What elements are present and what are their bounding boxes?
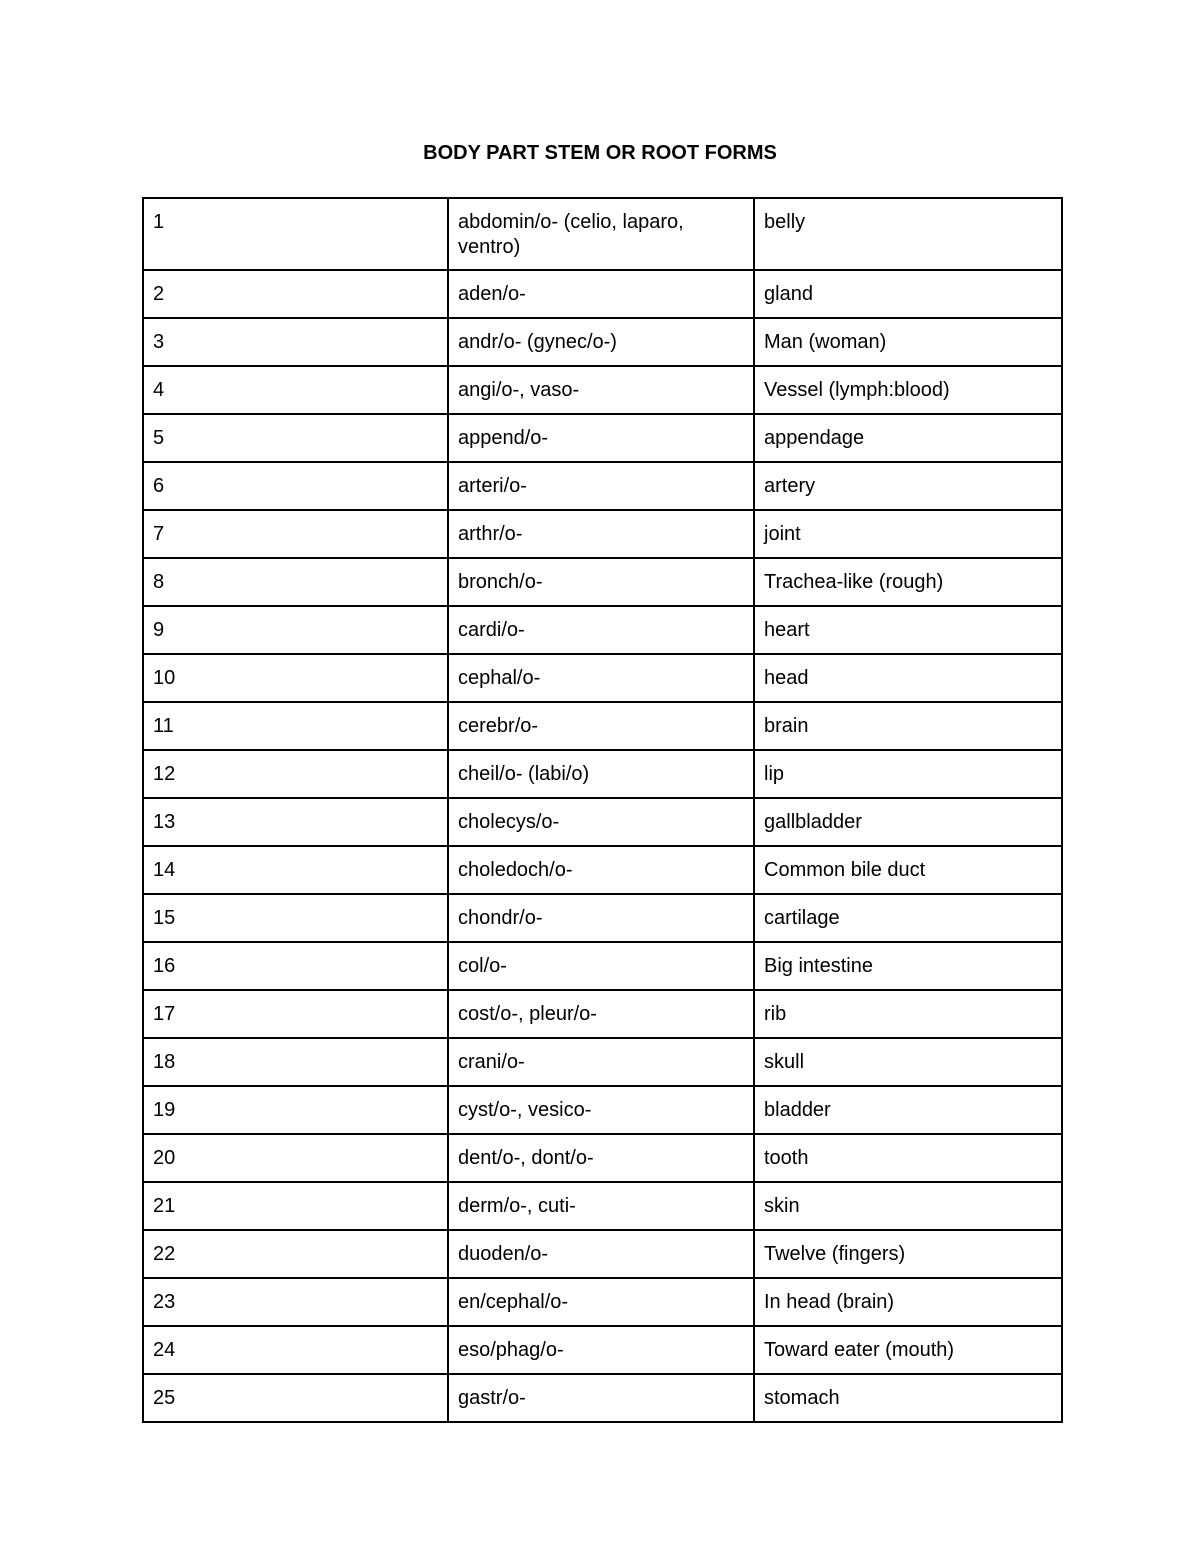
meaning-cell: lip [754,750,1062,798]
row-number-cell: 14 [143,846,448,894]
root-form-cell: arteri/o- [448,462,754,510]
meaning-cell: head [754,654,1062,702]
root-form-cell: en/cephal/o- [448,1278,754,1326]
table-row [143,1326,1062,1374]
root-form-cell: choledoch/o- [448,846,754,894]
table-row [143,198,1062,270]
row-number-cell: 12 [143,750,448,798]
row-number-cell: 19 [143,1086,448,1134]
root-form-cell: cost/o-, pleur/o- [448,990,754,1038]
table-row [143,318,1062,366]
root-form-cell: eso/phag/o- [448,1326,754,1374]
root-form-cell: cerebr/o- [448,702,754,750]
row-number-cell: 11 [143,702,448,750]
row-number-cell: 1 [143,198,448,270]
meaning-cell: heart [754,606,1062,654]
table-row [143,654,1062,702]
root-forms-table [142,197,1063,1423]
root-form-cell: append/o- [448,414,754,462]
row-number-cell: 4 [143,366,448,414]
meaning-cell: brain [754,702,1062,750]
row-number-cell: 22 [143,1230,448,1278]
table-row [143,366,1062,414]
root-form-cell: duoden/o- [448,1230,754,1278]
meaning-cell: Common bile duct [754,846,1062,894]
row-number-cell: 24 [143,1326,448,1374]
meaning-cell: skin [754,1182,1062,1230]
table-row [143,270,1062,318]
root-form-cell: chondr/o- [448,894,754,942]
root-form-cell: bronch/o- [448,558,754,606]
meaning-cell: skull [754,1038,1062,1086]
row-number-cell: 9 [143,606,448,654]
meaning-cell: gland [754,270,1062,318]
meaning-cell: stomach [754,1374,1062,1422]
meaning-cell: In head (brain) [754,1278,1062,1326]
table-row [143,702,1062,750]
row-number-cell: 15 [143,894,448,942]
root-form-cell: derm/o-, cuti- [448,1182,754,1230]
table-row [143,1134,1062,1182]
table-row [143,1230,1062,1278]
table-row [143,414,1062,462]
table-row [143,990,1062,1038]
table-row [143,1182,1062,1230]
root-form-cell: cephal/o- [448,654,754,702]
table-row [143,1374,1062,1422]
row-number-cell: 6 [143,462,448,510]
row-number-cell: 5 [143,414,448,462]
root-form-cell: andr/o- (gynec/o-) [448,318,754,366]
meaning-cell: Big intestine [754,942,1062,990]
row-number-cell: 21 [143,1182,448,1230]
table-row [143,846,1062,894]
table-row [143,1086,1062,1134]
meaning-cell: bladder [754,1086,1062,1134]
table-row [143,558,1062,606]
meaning-cell: cartilage [754,894,1062,942]
root-form-cell: gastr/o- [448,1374,754,1422]
meaning-cell: Vessel (lymph:blood) [754,366,1062,414]
row-number-cell: 16 [143,942,448,990]
root-form-cell: cholecys/o- [448,798,754,846]
meaning-cell: rib [754,990,1062,1038]
root-form-cell: aden/o- [448,270,754,318]
row-number-cell: 23 [143,1278,448,1326]
root-form-cell: crani/o- [448,1038,754,1086]
root-form-cell: arthr/o- [448,510,754,558]
table-body [143,198,1062,1422]
root-form-cell: angi/o-, vaso- [448,366,754,414]
row-number-cell: 2 [143,270,448,318]
row-number-cell: 17 [143,990,448,1038]
table-row [143,894,1062,942]
row-number-cell: 7 [143,510,448,558]
meaning-cell: Man (woman) [754,318,1062,366]
meaning-cell: tooth [754,1134,1062,1182]
table-row [143,510,1062,558]
root-form-cell: cheil/o- (labi/o) [448,750,754,798]
root-form-cell: cyst/o-, vesico- [448,1086,754,1134]
root-form-cell: abdomin/o- (celio, laparo, ventro) [448,198,754,270]
row-number-cell: 20 [143,1134,448,1182]
meaning-cell: joint [754,510,1062,558]
meaning-cell: Toward eater (mouth) [754,1326,1062,1374]
table-row [143,1038,1062,1086]
meaning-cell: Trachea-like (rough) [754,558,1062,606]
meaning-cell: artery [754,462,1062,510]
meaning-cell: gallbladder [754,798,1062,846]
row-number-cell: 25 [143,1374,448,1422]
row-number-cell: 8 [143,558,448,606]
row-number-cell: 13 [143,798,448,846]
table-row [143,1278,1062,1326]
table-row [143,942,1062,990]
table-row [143,750,1062,798]
table-row [143,462,1062,510]
root-form-cell: cardi/o- [448,606,754,654]
row-number-cell: 18 [143,1038,448,1086]
page-title: BODY PART STEM OR ROOT FORMS [423,142,777,164]
meaning-cell: Twelve (fingers) [754,1230,1062,1278]
root-form-cell: col/o- [448,942,754,990]
row-number-cell: 10 [143,654,448,702]
row-number-cell: 3 [143,318,448,366]
meaning-cell: appendage [754,414,1062,462]
table-row [143,798,1062,846]
meaning-cell: belly [754,198,1062,270]
root-form-cell: dent/o-, dont/o- [448,1134,754,1182]
table-row [143,606,1062,654]
